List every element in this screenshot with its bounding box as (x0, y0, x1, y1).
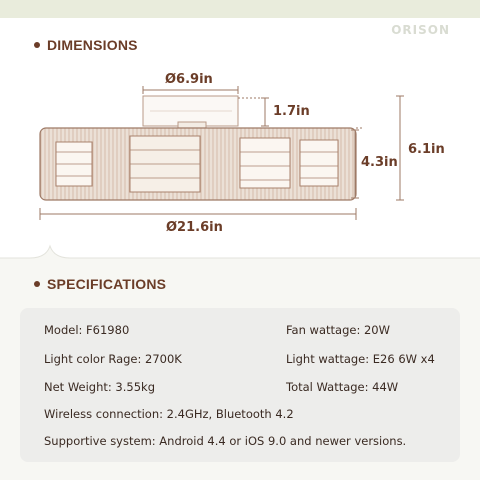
total-height-label: 6.1in (408, 142, 445, 157)
canopy-height-label: 1.7in (273, 104, 310, 119)
spec-light-color: Light color Rage: 2700K (44, 352, 182, 366)
spec-supportive: Supportive system: Android 4.4 or iOS 9.0 and newer versions. (44, 434, 407, 448)
top-diameter-label: Ø6.9in (165, 72, 213, 87)
body-height-label: 4.3in (361, 155, 398, 170)
spec-net-weight: Net Weight: 3.55kg (44, 380, 156, 394)
top-band (0, 0, 480, 18)
bullet-icon (34, 42, 40, 48)
spec-total-wattage: Total Wattage: 44W (286, 380, 399, 394)
canopy (143, 96, 238, 130)
brand-logo: ORISON (391, 23, 450, 37)
spec-light-wattage: Light wattage: E26 6W x4 (286, 352, 435, 366)
dimensions-title: DIMENSIONS (47, 37, 138, 53)
specifications-heading (34, 276, 166, 292)
specifications-title: SPECIFICATIONS (47, 276, 167, 292)
divider-wave (0, 232, 480, 262)
spec-wireless: Wireless connection: 2.4GHz, Bluetooth 4.2 (44, 407, 294, 421)
blade-diameter-label: Ø21.6in (166, 220, 223, 235)
dimensions-heading (34, 37, 138, 53)
spec-fan-wattage: Fan wattage: 20W (286, 323, 390, 337)
fan-body (40, 128, 356, 200)
spec-model: Model: F61980 (44, 323, 130, 337)
bullet-icon (34, 281, 40, 287)
